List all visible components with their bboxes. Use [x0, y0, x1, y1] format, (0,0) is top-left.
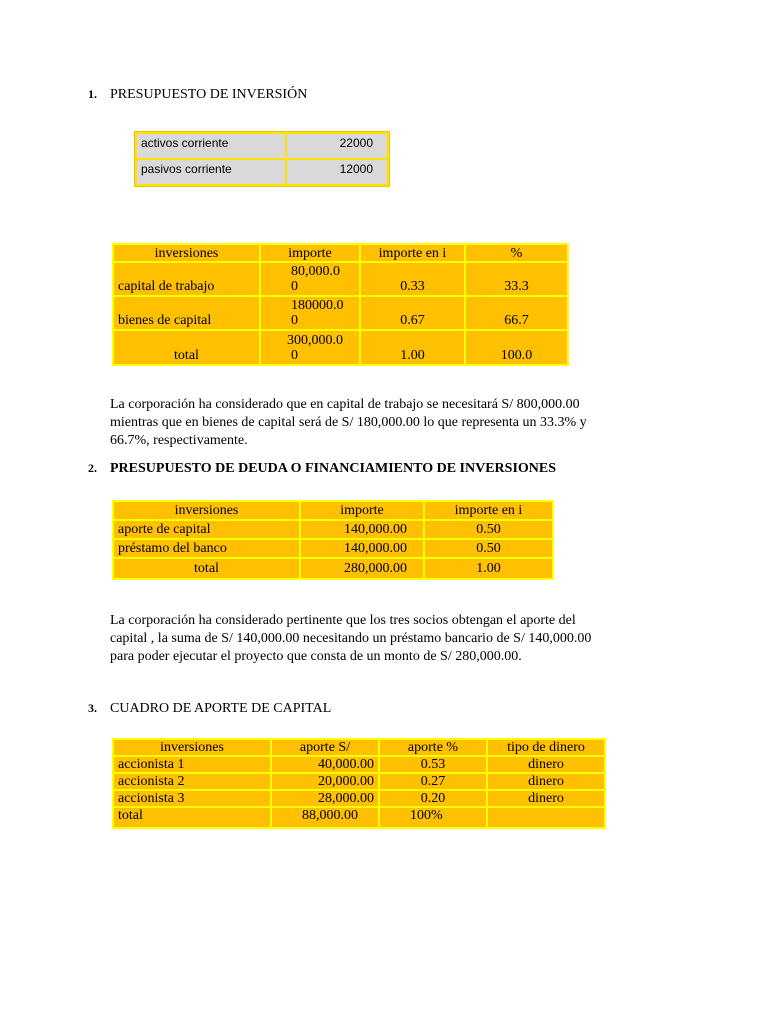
- table-cell: 12000: [287, 160, 387, 184]
- table-cell: 66.7: [466, 297, 567, 331]
- table-cell: 28,000.00: [272, 791, 380, 808]
- table-cell: accionista 2: [114, 774, 272, 791]
- section-2-number: 2.: [88, 461, 97, 475]
- table-cell: 140,000.00: [301, 521, 425, 540]
- table-cell: 280,000.00: [301, 559, 425, 578]
- table-cell: bienes de capital: [114, 297, 261, 331]
- table-cell: 0.50: [425, 540, 552, 559]
- table-cell: accionista 3: [114, 791, 272, 808]
- table-row: [114, 774, 604, 791]
- capital-contribution-table: [112, 738, 606, 829]
- table-cell: 180000.0 0: [261, 297, 361, 331]
- table-row: [114, 521, 552, 540]
- financing-table: [112, 500, 554, 580]
- table-cell: 0.33: [361, 263, 466, 297]
- section-3-number: 3.: [88, 701, 97, 715]
- table-row: [114, 791, 604, 808]
- table-row: [114, 263, 567, 297]
- section-2-paragraph: La corporación ha considerado pertinente que los tres socios obtengan el aporte del capital , la suma de S/ 140,000.00 necesitando un préstamo bancario de S/ 140,000.00 para poder ejecutar el proyecto que consta de un monto de S/ 280,000.00.: [110, 613, 592, 664]
- table-cell: 22000: [287, 134, 387, 160]
- table-row: [114, 297, 567, 331]
- section-3-title: CUADRO DE APORTE DE CAPITAL: [110, 701, 332, 716]
- table-cell: 1.00: [361, 331, 466, 364]
- table-row: [114, 808, 604, 827]
- table-cell: 40,000.00: [272, 757, 380, 774]
- table-cell: 100%: [380, 808, 488, 827]
- table-header: importe: [301, 502, 425, 521]
- investment-table: [112, 243, 569, 366]
- table-cell: dinero: [488, 774, 604, 791]
- table-cell: 300,000.0 0: [261, 331, 361, 364]
- table-header: inversiones: [114, 502, 301, 521]
- table-cell: 88,000.00: [272, 808, 380, 827]
- table-cell: total: [114, 808, 272, 827]
- table-cell: 0.27: [380, 774, 488, 791]
- table-cell: 0.67: [361, 297, 466, 331]
- table-cell: 0.20: [380, 791, 488, 808]
- table-row: [114, 331, 567, 364]
- table-row: [114, 757, 604, 774]
- table-cell: pasivos corriente: [137, 160, 287, 184]
- table-cell: activos corriente: [137, 134, 287, 160]
- table-cell: accionista 1: [114, 757, 272, 774]
- section-2-title: PRESUPUESTO DE DEUDA O FINANCIAMIENTO DE INVERSIONES: [110, 461, 557, 476]
- current-assets-table: [134, 131, 390, 187]
- table-header: aporte %: [380, 740, 488, 757]
- table-cell: 33.3: [466, 263, 567, 297]
- table-header: inversiones: [114, 245, 261, 263]
- table-cell: [488, 808, 604, 827]
- table-row: [114, 540, 552, 559]
- table-cell: 80,000.0 0: [261, 263, 361, 297]
- table-cell: 0.50: [425, 521, 552, 540]
- table-cell: total: [114, 559, 301, 578]
- table-cell: préstamo del banco: [114, 540, 301, 559]
- table-cell: aporte de capital: [114, 521, 301, 540]
- section-1-title: PRESUPUESTO DE INVERSIÓN: [110, 87, 308, 102]
- table-cell: dinero: [488, 791, 604, 808]
- table-header: importe en i: [425, 502, 552, 521]
- table-cell: total: [114, 331, 261, 364]
- table-header: importe en i: [361, 245, 466, 263]
- table-header: importe: [261, 245, 361, 263]
- section-1-number: 1.: [88, 87, 97, 101]
- table-row: [114, 559, 552, 578]
- table-header: tipo de dinero: [488, 740, 604, 757]
- table-cell: 0.53: [380, 757, 488, 774]
- table-cell: 1.00: [476, 561, 501, 576]
- table-header: %: [466, 245, 567, 263]
- table-header: inversiones: [114, 740, 272, 757]
- table-cell: dinero: [488, 757, 604, 774]
- table-cell: 140,000.00: [301, 540, 425, 559]
- table-cell: 20,000.00: [272, 774, 380, 791]
- section-1-paragraph: La corporación ha considerado que en capital de trabajo se necesitará S/ 800,000.00 mientras que en bienes de capital será de S/ 180,000.00 lo que representa un 33.3% y 66.7%, respectivamente.: [110, 397, 587, 448]
- table-cell: capital de trabajo: [114, 263, 261, 297]
- table-header: aporte S/: [272, 740, 380, 757]
- table-cell: 100.0: [500, 348, 533, 363]
